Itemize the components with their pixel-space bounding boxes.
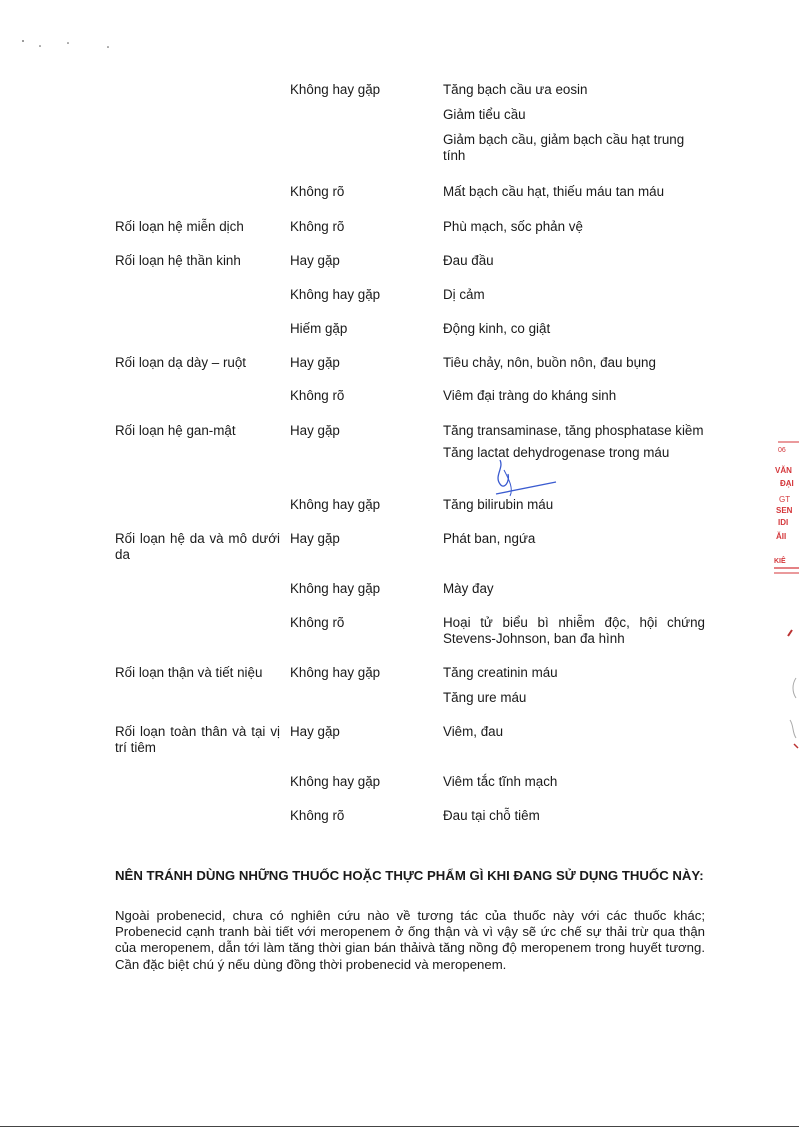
effect-item: Tiêu chảy, nôn, buồn nôn, đau bụng bbox=[443, 355, 656, 370]
frequency-cell: Không hay gặp bbox=[290, 287, 381, 302]
page-bottom-rule bbox=[0, 1126, 799, 1127]
stamp-text: ĐẠI bbox=[780, 479, 794, 488]
frequency-cell: Hay gặp bbox=[290, 253, 340, 268]
effects-cell bbox=[443, 184, 705, 200]
frequency-cell: Không hay gặp bbox=[290, 774, 381, 789]
signature-scribble bbox=[470, 452, 560, 502]
effects-cell bbox=[443, 615, 705, 647]
effect-item: Giảm bạch cầu, giảm bạch cầu hạt trung tính bbox=[443, 132, 685, 163]
stamp-text: ĂII bbox=[776, 532, 787, 541]
effects-cell bbox=[443, 665, 705, 706]
frequency-cell: Hiếm gặp bbox=[290, 321, 348, 336]
effect-item: Tăng bạch cầu ưa eosin bbox=[443, 82, 588, 97]
frequency-cell: Không rõ bbox=[290, 388, 345, 403]
stamp-text: SEN bbox=[776, 506, 793, 515]
effect-item: Đau tại chỗ tiêm bbox=[443, 808, 540, 823]
frequency-cell: Không rõ bbox=[290, 219, 345, 234]
category-cell: Rối loạn hệ da và mô dưới da bbox=[115, 531, 280, 562]
effect-item: Hoại tử biểu bì nhiễm độc, hội chứng Stevens-Johnson, ban đa hình bbox=[443, 615, 705, 646]
effect-item: Động kinh, co giật bbox=[443, 321, 551, 336]
frequency-cell: Không hay gặp bbox=[290, 82, 381, 97]
section-paragraph: Ngoài probenecid, chưa có nghiên cứu nào về tương tác của thuốc này với các thuốc khác; Probenecid cạnh tranh bài tiết với meropenem ở ống thận và vì vậy sẽ ức chế sự thải trừ qua thận của meropenem, dẫn tới làm tăng thời gian bán thảivà tăng nồng độ meropenem trong huyết tương. Cần đặc biệt chú ý nếu dùng đồng thời probenecid và meropenem. bbox=[115, 908, 705, 972]
effect-item: Tăng lactat dehydrogenase trong máu bbox=[443, 445, 670, 460]
effects-cell bbox=[443, 581, 705, 597]
frequency-cell: Không hay gặp bbox=[290, 665, 381, 680]
stamp-text: VĂN bbox=[775, 466, 792, 475]
stamp-text: KIÊ bbox=[774, 558, 786, 565]
effect-item: Tăng ure máu bbox=[443, 690, 527, 705]
category-cell: Rối loạn hệ thần kinh bbox=[115, 253, 241, 268]
edge-ink-marks bbox=[780, 620, 799, 760]
frequency-cell: Không rõ bbox=[290, 808, 345, 823]
effects-cell bbox=[443, 287, 705, 303]
effect-item: Mất bạch cầu hạt, thiếu máu tan máu bbox=[443, 184, 665, 199]
frequency-cell: Hay gặp bbox=[290, 724, 340, 739]
frequency-cell: Không rõ bbox=[290, 184, 345, 199]
effect-item: Phát ban, ngứa bbox=[443, 531, 536, 546]
effects-cell bbox=[443, 82, 705, 164]
frequency-cell: Không hay gặp bbox=[290, 497, 381, 512]
effect-item: Phù mạch, sốc phản vệ bbox=[443, 219, 583, 234]
effects-cell bbox=[443, 724, 705, 740]
effect-item: Viêm, đau bbox=[443, 724, 504, 739]
effect-item: Viêm đại tràng do kháng sinh bbox=[443, 388, 617, 403]
category-cell: Rối loạn toàn thân và tại vị trí tiêm bbox=[115, 724, 280, 755]
effects-cell bbox=[443, 321, 705, 337]
frequency-cell: Hay gặp bbox=[290, 531, 340, 546]
effect-item: Tăng bilirubin máu bbox=[443, 497, 554, 512]
category-cell: Rối loạn hệ gan-mật bbox=[115, 423, 236, 438]
effects-cell bbox=[443, 355, 705, 371]
effect-item: Tăng creatinin máu bbox=[443, 665, 558, 680]
frequency-cell: Hay gặp bbox=[290, 355, 340, 370]
frequency-cell: Hay gặp bbox=[290, 423, 340, 438]
stamp-text: IDI bbox=[778, 518, 789, 527]
effects-cell bbox=[443, 219, 705, 235]
effect-item: Viêm tắc tĩnh mạch bbox=[443, 774, 558, 789]
effects-cell bbox=[443, 253, 705, 269]
effect-item: Đau đầu bbox=[443, 253, 494, 268]
effect-item: Giảm tiểu cầu bbox=[443, 107, 526, 122]
category-cell: Rối loạn thận và tiết niệu bbox=[115, 665, 263, 680]
effects-cell bbox=[443, 808, 705, 824]
section-heading: NÊN TRÁNH DÙNG NHỮNG THUỐC HOẶC THỰC PHẨM GÌ KHI ĐANG SỬ DỤNG THUỐC NÀY: bbox=[115, 868, 704, 883]
stamp-fragment bbox=[768, 440, 799, 580]
frequency-cell: Không rõ bbox=[290, 615, 345, 630]
effects-cell bbox=[443, 388, 705, 404]
frequency-cell: Không hay gặp bbox=[290, 581, 381, 596]
effects-cell bbox=[443, 774, 705, 790]
effect-item: Tăng transaminase, tăng phosphatase kiềm bbox=[443, 423, 704, 438]
category-cell: Rối loạn dạ dày – ruột bbox=[115, 355, 247, 370]
effects-cell bbox=[443, 531, 705, 547]
effect-item: Dị cảm bbox=[443, 287, 485, 302]
scan-dots bbox=[20, 38, 120, 50]
effect-item: Mày đay bbox=[443, 581, 494, 596]
stamp-text: GT bbox=[779, 495, 791, 504]
stamp-text: 06 bbox=[778, 447, 786, 454]
category-cell: Rối loạn hệ miễn dịch bbox=[115, 219, 244, 234]
